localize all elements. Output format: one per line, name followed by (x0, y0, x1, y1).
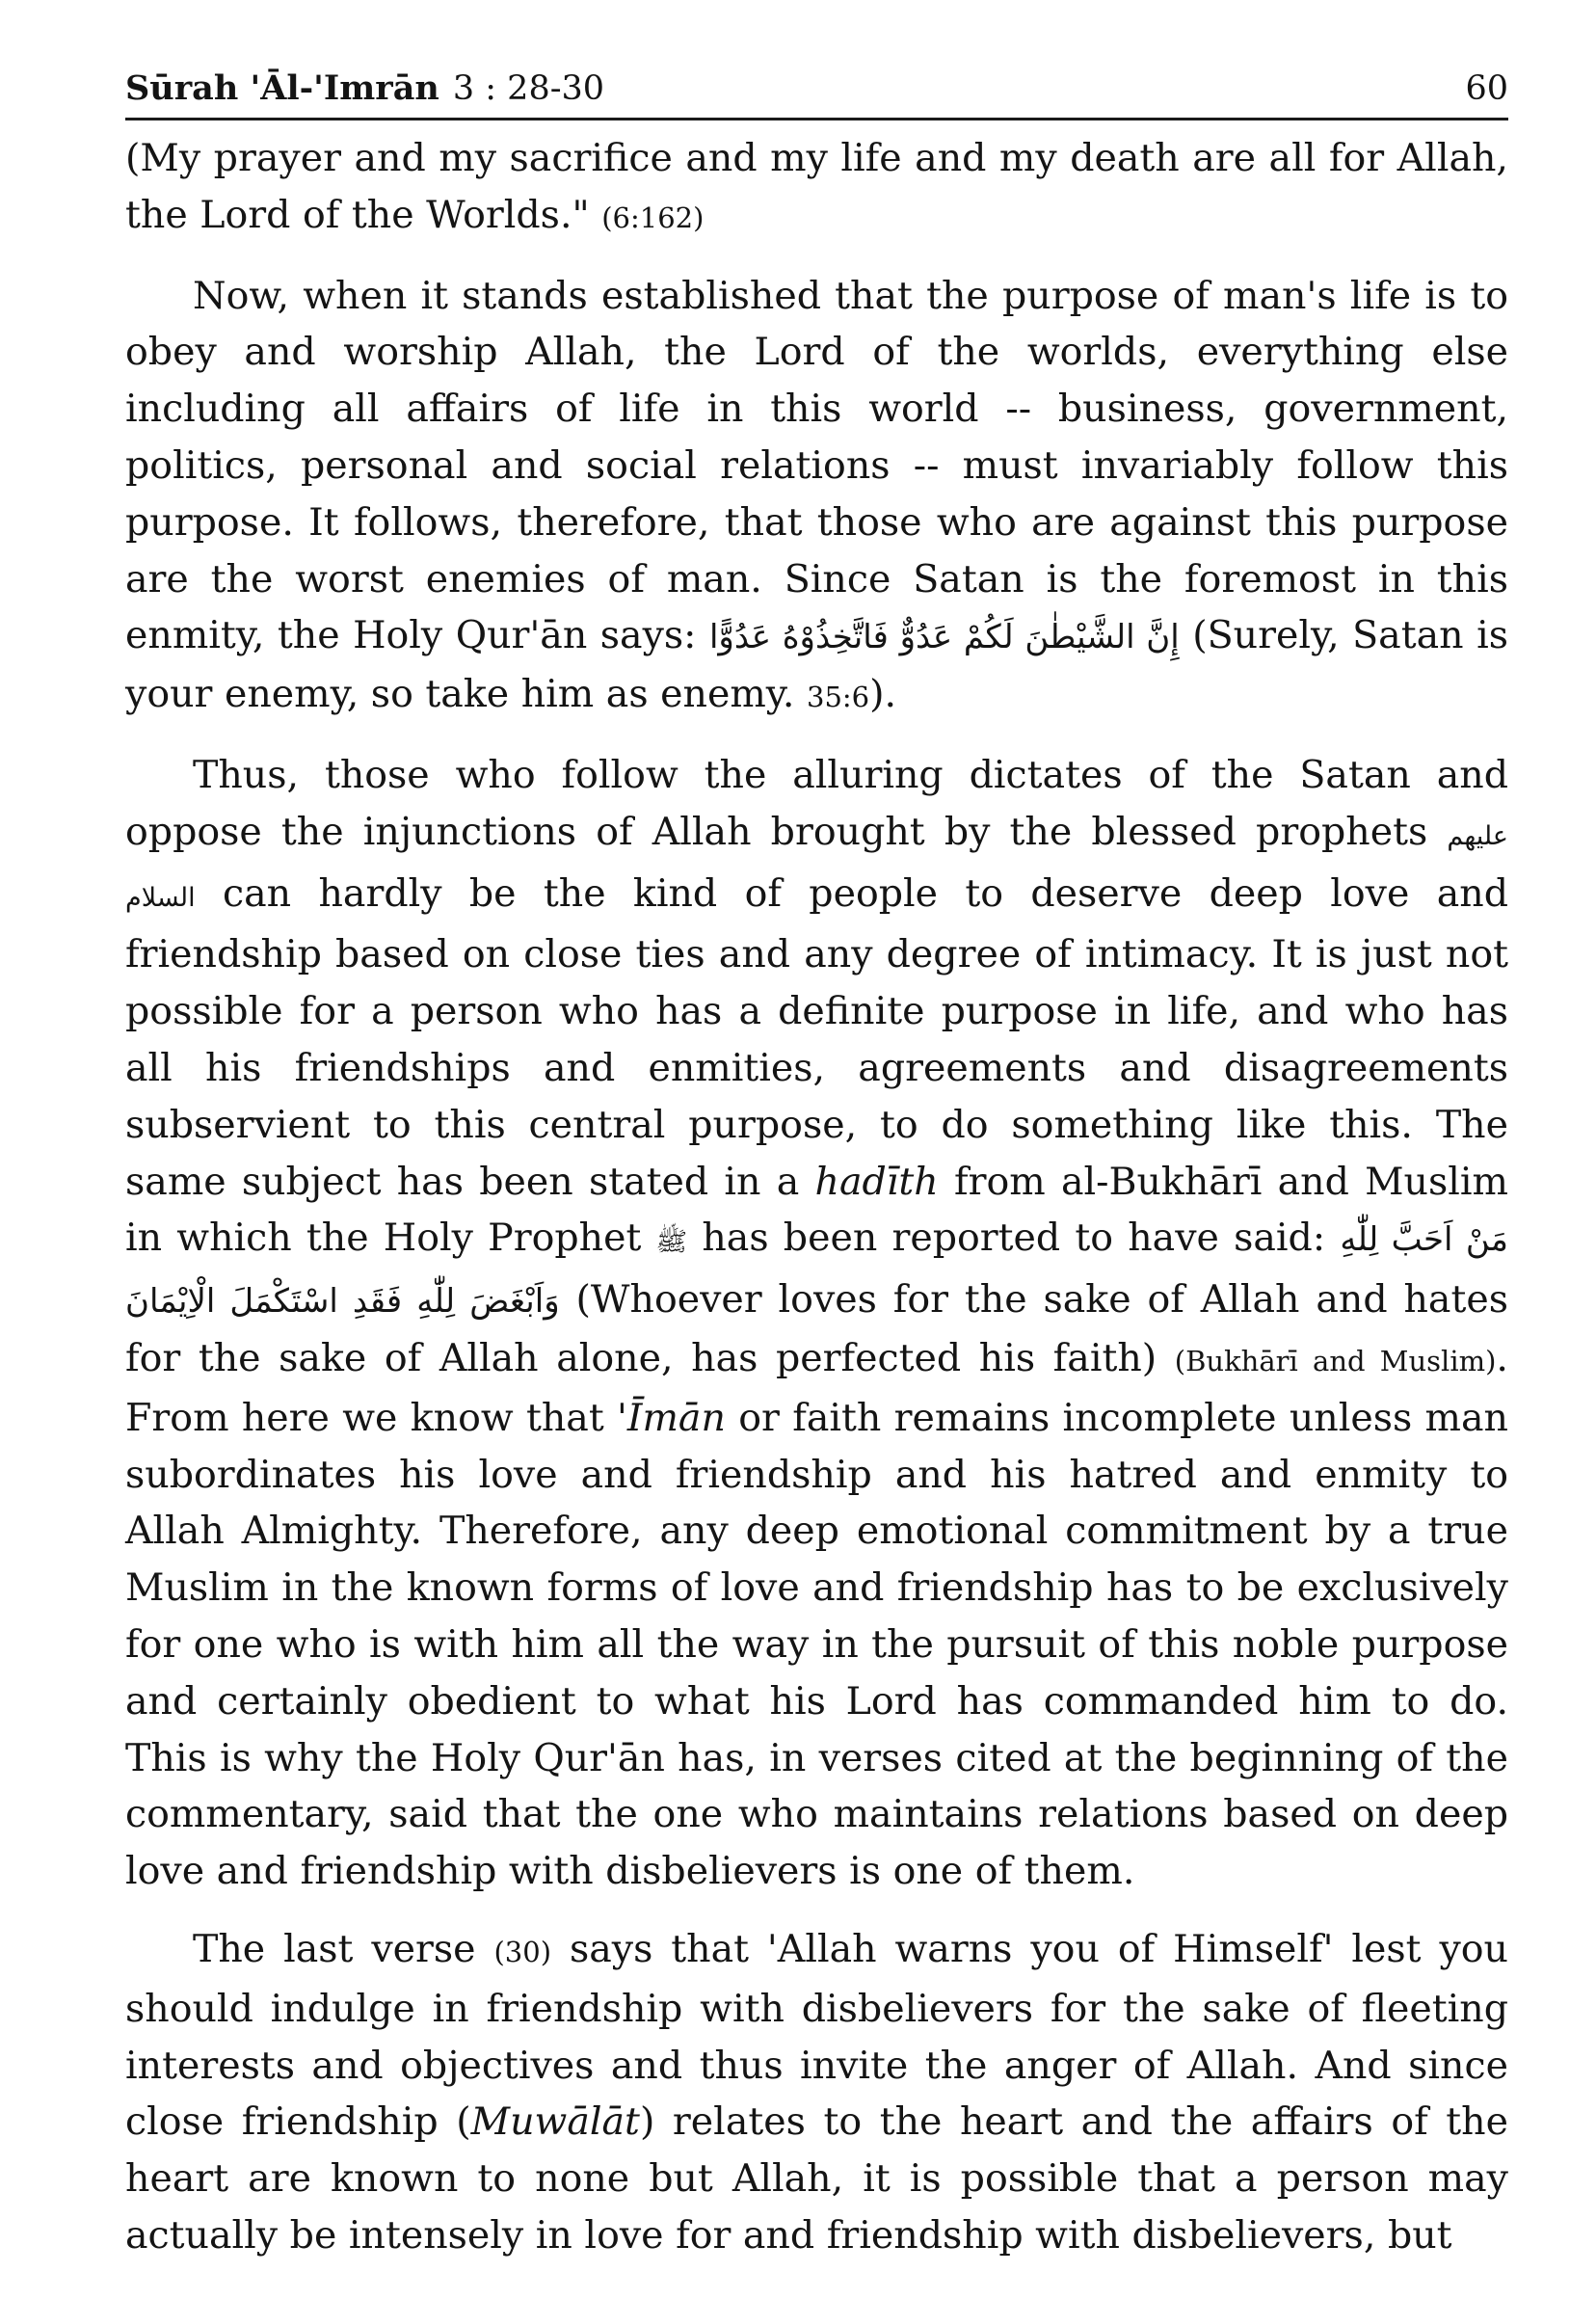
italic-term: hadīth (814, 1159, 939, 1204)
text-run: Now, when it stands established that the purpose of man's life is to obey and worship Allah, the Lord of the worlds, everything else including all affairs of life in this world -- business, government, politics, personal and social relations -- must invariably follow this purpose. It follows, therefore, that those who are against this purpose are the worst enemies of man. Since Satan is the foremost in this enmity, the Holy Qur'ān says: (125, 273, 1508, 658)
text-run: or faith remains incomplete unless man subordinates his love and friendship and his hatred and enmity to Allah Almighty. Therefore, any deep emotional commitment by a true Muslim in the known forms of love and friendship has to be exclusively for one who is with him all the way in the pursuit of this noble purpose and certainly obedient to what his Lord has commanded him to do. This is why the Holy Qur'ān has, in verses cited at the beginning of the commentary, said that the one who maintains relations based on deep love and friendship with disbelievers is one of them. (125, 1395, 1508, 1894)
surah-name: Sūrah 'Āl-'Imrān (125, 68, 439, 108)
text-run: Thus, those who follow the alluring dictates of the Satan and oppose the injunctions of Allah brought by the blessed prophets (125, 752, 1508, 854)
text-run: (My prayer and my sacrifice and my life and my death are all for Allah, the Lord of the Worlds." (125, 136, 1508, 237)
running-head (125, 60, 1508, 120)
citation: 35:6 (807, 681, 870, 714)
paragraph-3 (125, 747, 1508, 1900)
text-run: has been reported to have said: (687, 1216, 1341, 1261)
text-run: from al-Bukhārī and Muslim in which the Holy Prophet (125, 1159, 1508, 1261)
citation: (30) (493, 1935, 552, 1968)
text-run: (Whoever loves for the sake of Allah and hates for the sake of Allah alone, has perfected his faith) (125, 1277, 1508, 1380)
verse-reference: 3 : 28-30 (452, 69, 605, 108)
arabic-quote: إِنَّ الشَّيْطٰنَ لَكُمْ عَدُوٌّ فَاتَّخِذُوْهُ عَدُوًّا (708, 618, 1180, 657)
text-run: . From here we know that ' (125, 1335, 1508, 1440)
arabic-honorific: عليهم السلام (125, 820, 1508, 913)
text-run: The last verse (193, 1926, 494, 1971)
citation: (Bukhārī and Muslim) (1174, 1344, 1497, 1377)
paragraph-4 (125, 1921, 1508, 2264)
body-text (125, 130, 1508, 2264)
text-run: ) relates to the heart and the affairs of the heart are known to none but Allah, it is possible that a person may actually be intensely in love for and friendship with disbelievers, but (125, 2099, 1508, 2258)
book-page (125, 60, 1508, 2264)
italic-term: Muwālāt (470, 2099, 640, 2145)
running-head-left (125, 60, 604, 118)
salutation-glyph: ﷺ (655, 1227, 688, 1258)
page-number: 60 (1465, 69, 1508, 108)
text-run: says that 'Allah warns you of Himself' lest you should indulge in friendship with disbelievers for the sake of fleeting interests and objectives and thus invite the anger of Allah. And since close friendship ( (125, 1926, 1508, 2145)
italic-term: Īmān (626, 1395, 726, 1440)
text-run: (Surely, Satan is your enemy, so take him as enemy. (125, 613, 1508, 717)
citation: (6:162) (601, 200, 705, 234)
paragraph-1 (125, 130, 1508, 247)
text-run: can hardly be the kind of people to deserve deep love and friendship based on close ties and any degree of intimacy. It is just not possible for a person who has a definite purpose in life, and who has all his friendships and enmities, agreements and disagreements subservient to this central purpose, to do something like this. The same subject has been stated in a (125, 870, 1508, 1204)
arabic-hadith: مَنْ اَحَبَّ لِلّٰهِ وَاَبْغَضَ لِلّٰهِ فَقَدِ اسْتَكْمَلَ الْاِيْمَانَ (125, 1220, 1508, 1322)
text-run: ). (869, 672, 897, 717)
paragraph-2 (125, 268, 1508, 726)
